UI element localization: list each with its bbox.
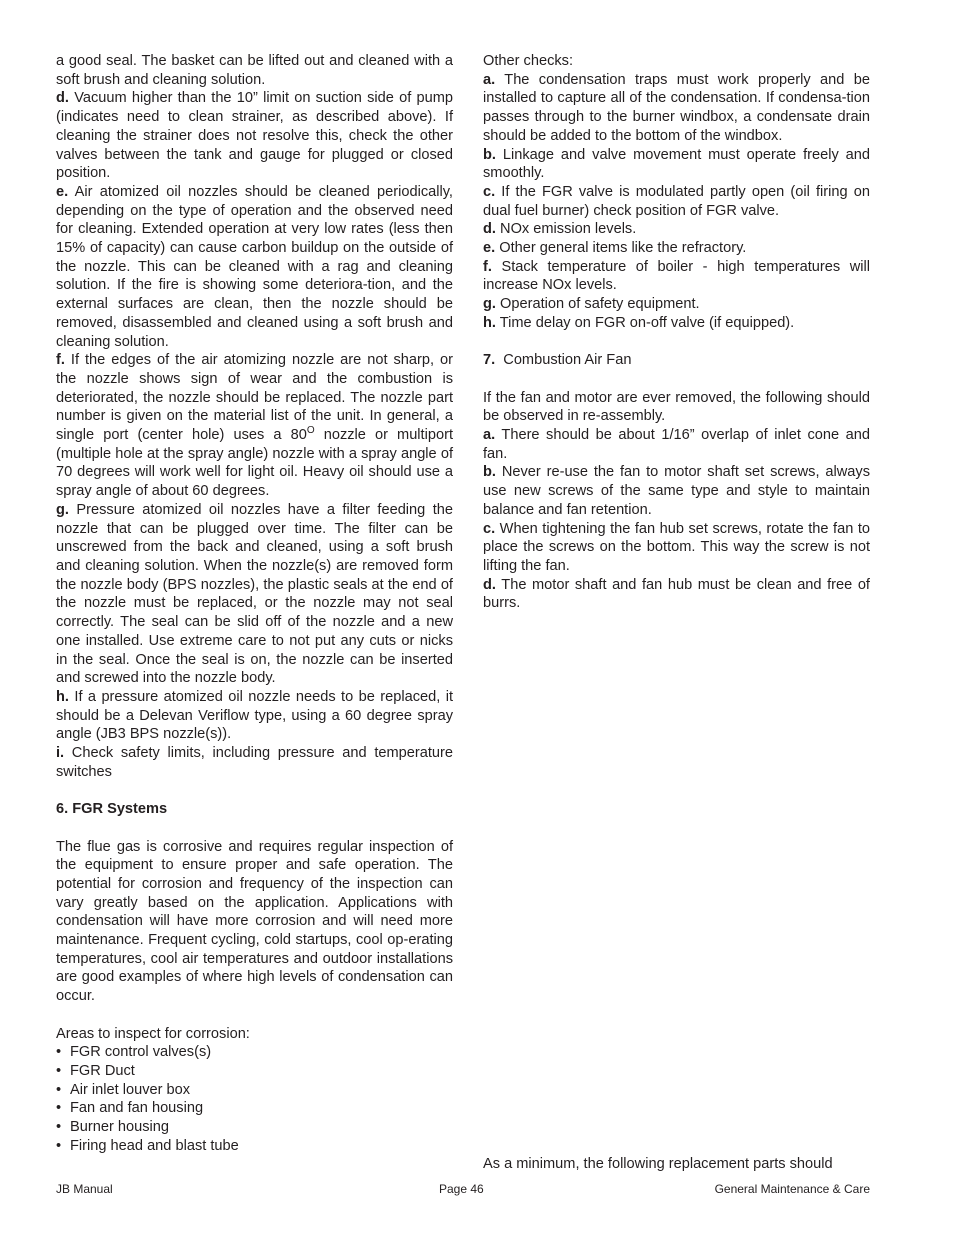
item-label: b. — [483, 464, 496, 481]
item-text: The motor shaft and fan hub must be clean and free of burrs. — [483, 576, 870, 612]
list-item: • Burner housing — [56, 1118, 453, 1137]
item-text: Never re-use the fan to motor shaft set screws, always use new screws of the same type and style to maintain balance and fan retention. — [483, 464, 870, 518]
item-label: e. — [483, 240, 496, 257]
footer-section-title: General Maintenance & Care — [714, 1182, 870, 1196]
item-text: nozzle or multiport (multiple hole at the spray angle) nozzle with a spray angle of 70 degrees will work well for light oil. Heavy oil should use a spray angle of about 60 degrees. — [56, 427, 453, 500]
footer-manual-name: JB Manual — [56, 1182, 113, 1196]
check-g — [483, 295, 870, 314]
item-text: If the FGR valve is modulated partly open (oil firing on dual fuel burner) check position of FGR valve. — [483, 183, 870, 219]
item-text: Stack temperature of boiler - high temperatures will increase NOx levels. — [483, 258, 870, 294]
item-text: When tightening the fan hub set screws, rotate the fan to place the screws on the bottom. This way the screw is not lifting the fan. — [483, 520, 870, 574]
list-item: • FGR control valves(s) — [56, 1043, 453, 1062]
areas-intro: Areas to inspect for corrosion: — [56, 1025, 250, 1042]
item-text: Air atomized oil nozzles should be cleaned periodically, depending on the type of operation and the observed need for cleaning. Extended operation at very low rates (less then 15% of capacity) can cause carbon buildup on the outside of the nozzle. This can be cleaned with a rag and cleaning solution. If the fire is showing some deteriora-tion, and the external surfaces are clean, then the nozzle should be removed, disassembled and cleaned using a soft brush and cleaning solution. — [56, 183, 453, 350]
section-heading-text: 6. FGR Systems — [56, 801, 168, 818]
item-label: d. — [483, 576, 496, 593]
list-item: • Fan and fan housing — [56, 1099, 453, 1118]
fan-item-d — [483, 576, 870, 613]
list-item: • Firing head and blast tube — [56, 1137, 453, 1156]
item-label: b. — [483, 146, 496, 163]
corrosion-areas-list — [56, 1043, 453, 1155]
item-label: a. — [483, 427, 496, 444]
item-text: If a pressure atomized oil nozzle needs to be replaced, it should be a Delevan Veriflow type, using a 60 degree spray angle (JB3 BPS nozzle(s)). — [56, 688, 453, 743]
item-d — [56, 89, 453, 183]
fan-item-b — [483, 463, 870, 519]
item-label: d. — [483, 221, 496, 238]
check-c — [483, 183, 870, 220]
item-text: The condensation traps must work properly and be installed to capture all of the condensation. If condensa-tion passes through to the burner windbox, a condensate drain should be added to the bottom of the windbox. — [483, 71, 870, 144]
item-label: c. — [483, 183, 496, 200]
item-label: f. — [483, 258, 492, 275]
item-label: e. — [56, 183, 69, 200]
item-text: NOx emission levels. — [495, 221, 637, 238]
item-label: i. — [56, 745, 65, 762]
item-text: Check safety limits, including pressure and temperature switches — [56, 745, 453, 780]
item-text: Time delay on FGR on-off valve (if equipped). — [495, 314, 795, 331]
item-text: Other general items like the refractory. — [495, 240, 747, 257]
other-checks-heading: Other checks: — [483, 53, 574, 69]
check-f — [483, 258, 870, 295]
item-text: There should be about 1/16” overlap of inlet cone and fan. — [483, 427, 870, 462]
item-text: Vacuum higher than the 10” limit on suction side of pump (indicates need to clean strainer, as described above). If cleaning the strainer does not resolve this, check the other valves between the tank and gauge for plugged or closed position. — [56, 90, 453, 182]
check-b — [483, 146, 870, 183]
section-title: Combustion Air Fan — [495, 352, 632, 369]
right-column — [483, 52, 870, 613]
section-6-heading — [56, 800, 453, 819]
fan-item-a — [483, 426, 870, 463]
item-f — [56, 351, 453, 501]
list-item: • FGR Duct — [56, 1062, 453, 1081]
item-g — [56, 501, 453, 688]
list-item: • Air inlet louver box — [56, 1081, 453, 1100]
check-h — [483, 314, 870, 333]
section-7-heading — [483, 351, 870, 370]
item-i — [56, 744, 453, 781]
continued-text: As a minimum, the following replacement parts should — [483, 1156, 833, 1172]
item-label: c. — [483, 520, 496, 537]
item-label: h. — [56, 688, 69, 705]
item-h — [56, 688, 453, 744]
item-text: Pressure atomized oil nozzles have a filter feeding the nozzle that can be plugged over time. The filter can be unscrewed from the back and cleaned, using a soft brush and cleaning solution. When the nozzle(s) are removed form the nozzle body (BPS nozzles), the plastic seals at the end of the nozzle must be replaced, or the nozzle may not seal correctly. The seal can be slid off of the nozzle and a new one installed. Use extreme care to not put any cuts or nicks in the seal. Once the seal is on, the nozzle can be inserted and screwed into the nozzle body. — [56, 501, 453, 687]
fan-item-c — [483, 520, 870, 576]
footer-page-number: Page 46 — [439, 1182, 484, 1196]
check-a — [483, 71, 870, 146]
item-label: h. — [483, 314, 496, 331]
degree-superscript: O — [306, 425, 315, 437]
item-label: a. — [483, 71, 496, 88]
item-label: d. — [56, 90, 69, 107]
item-label: f. — [56, 352, 65, 369]
item-text: If the edges of the air atomizing nozzle are not sharp, or the nozzle shows sign of wear and the combustion is deteriorated, the nozzle should be replaced. The nozzle part number is given on the material list of the unit. In general, a single port (center hole) uses a 80 — [56, 352, 453, 444]
fgr-paragraph: The flue gas is corrosive and requires regular inspection of the equipment to ensure proper and safe operation. The potential for corrosion and frequency of the inspection can vary greatly based on the application. Applications with condensation will have more corrosion and will need more maintenance. Frequent cycling, cold startups, cool op-erating temperatures, cool air temperatures and outdoor installations are good examples of where high levels of condensation can occur. — [56, 838, 453, 1005]
item-text: Operation of safety equipment. — [495, 296, 700, 313]
item-label: g. — [56, 501, 69, 518]
fan-intro: If the fan and motor are ever removed, the following should be observed in re-assembly. — [483, 389, 870, 425]
item-text: Linkage and valve movement must operate freely and smoothly. — [483, 146, 870, 182]
check-d — [483, 220, 870, 239]
paragraph-intro: a good seal. The basket can be lifted out and cleaned with a soft brush and cleaning solution. — [56, 53, 453, 88]
left-column — [56, 52, 453, 1155]
check-e — [483, 239, 870, 258]
section-number: 7. — [483, 352, 496, 369]
item-label: g. — [483, 296, 496, 313]
item-e — [56, 183, 453, 351]
